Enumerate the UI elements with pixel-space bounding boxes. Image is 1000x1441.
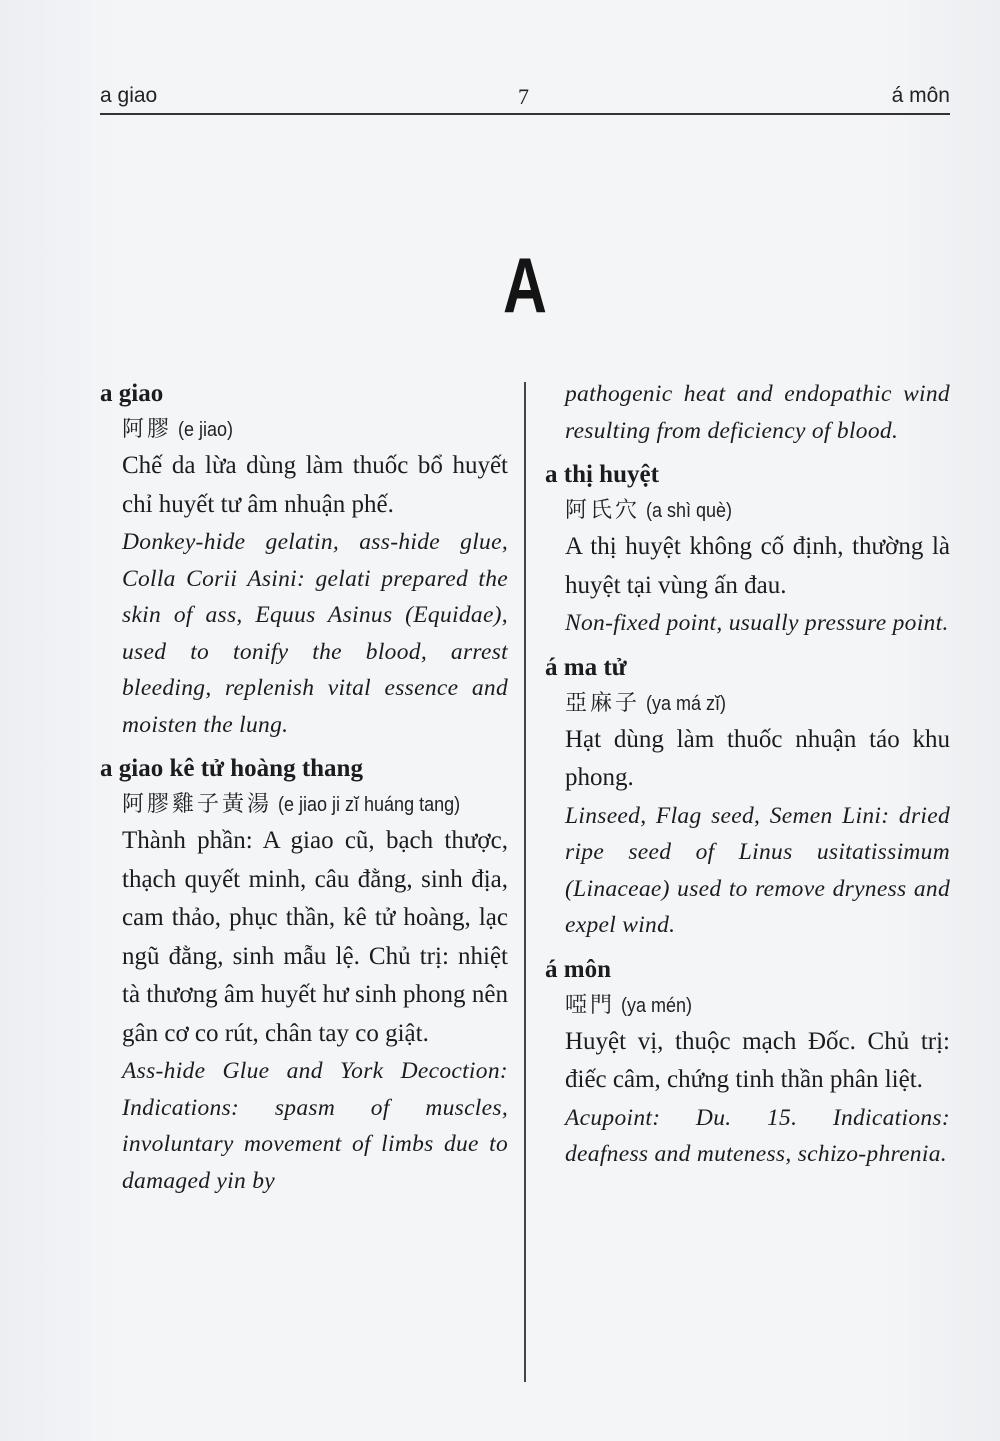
entry-english-definition: Linseed, Flag seed, Semen Lini: dried ripe seed of Linus usitatissimum (Linaceae) used to remove dryness and expel wind.: [565, 802, 950, 938]
entry-chinese: [100, 412, 508, 447]
header-rule: [100, 113, 950, 115]
entry-pinyin: (a shì què): [645, 500, 732, 522]
entry-continuation: [545, 376, 950, 449]
entry-english-continuation: pathogenic heat and endopathic wind resulting from deficiency of blood.: [565, 381, 950, 444]
entry-chinese: [545, 988, 950, 1023]
running-header: [100, 84, 950, 114]
entry-hanzi: 阿膠雞子黃湯: [122, 792, 273, 817]
column-divider: [524, 382, 526, 1382]
dictionary-entry: [100, 751, 508, 1199]
entry-chinese: [545, 686, 950, 721]
header-left-guide-word: a giao: [100, 84, 158, 107]
entry-pinyin: (ya mén): [620, 994, 692, 1017]
left-column: [100, 376, 508, 1207]
entry-english-definition: Donkey-hide gelatin, ass-hide glue, Colla Corii Asini: gelati prepared the skin of ass, Equus Asinus (Equidae), used to tonify the blood, arrest bleeding, replenish vital essence and moisten the lung.: [122, 529, 508, 738]
entry-hanzi: 啞門: [565, 992, 616, 1018]
entry-vietnamese-definition: Thành phần: A giao cũ, bạch thược, thạch quyết minh, câu đằng, sinh địa, cam thảo, phục thần, kê tử hoàng, lạc ngũ đằng, sinh mẫu lệ. Chủ trị: nhiệt tà thương âm huyết hư sinh phong nên gân cơ co rút, chân tay co giật.: [122, 827, 508, 1047]
entry-pinyin: (e jiao): [177, 419, 233, 441]
entry-english-definition: Non-fixed point, usually pressure point.: [565, 610, 949, 636]
entry-term: a giao kê tử hoàng thang: [100, 755, 363, 782]
entry-vietnamese-definition: A thị huyệt không cố định, thường là huyệt tại vùng ấn đau.: [565, 533, 950, 599]
section-letter: A: [503, 241, 547, 329]
dictionary-entry: [545, 650, 950, 944]
entry-chinese: [100, 787, 508, 822]
header-right-guide-word: á môn: [891, 84, 950, 107]
entry-hanzi: 亞麻子: [565, 690, 641, 716]
entry-vietnamese-definition: Chế da lừa dùng làm thuốc bổ huyết chỉ huyết tư âm nhuận phế.: [122, 452, 508, 518]
dictionary-entry: [545, 457, 950, 642]
page-number: 7: [518, 84, 529, 109]
entry-term: á môn: [545, 955, 611, 983]
entry-english-definition: Ass-hide Glue and York Decoction: Indications: spasm of muscles, involuntary movement of limbs due to damaged yin by: [122, 1058, 508, 1194]
entry-vietnamese-definition: Hạt dùng làm thuốc nhuận táo khu phong.: [565, 725, 950, 791]
entry-pinyin: (ya má zĭ): [645, 692, 726, 715]
entry-chinese: [545, 493, 950, 528]
right-column: [545, 376, 950, 1181]
entry-term: a giao: [100, 380, 164, 407]
entry-term: a thị huyệt: [545, 461, 659, 488]
dictionary-entry: [100, 376, 508, 743]
entry-pinyin: (e jiao ji zĭ huáng tang): [277, 794, 460, 816]
entry-vietnamese-definition: Huyệt vị, thuộc mạch Đốc. Chủ trị: điếc câm, chứng tinh thần phân liệt.: [565, 1027, 950, 1093]
dictionary-entry: [545, 952, 950, 1173]
entry-term: á ma tử: [545, 653, 627, 681]
entry-hanzi: 阿氏穴: [565, 498, 641, 523]
entry-hanzi: 阿膠: [122, 417, 173, 442]
entry-english-definition: Acupoint: Du. 15. Indications: deafness and muteness, schizo-phrenia.: [565, 1104, 950, 1167]
